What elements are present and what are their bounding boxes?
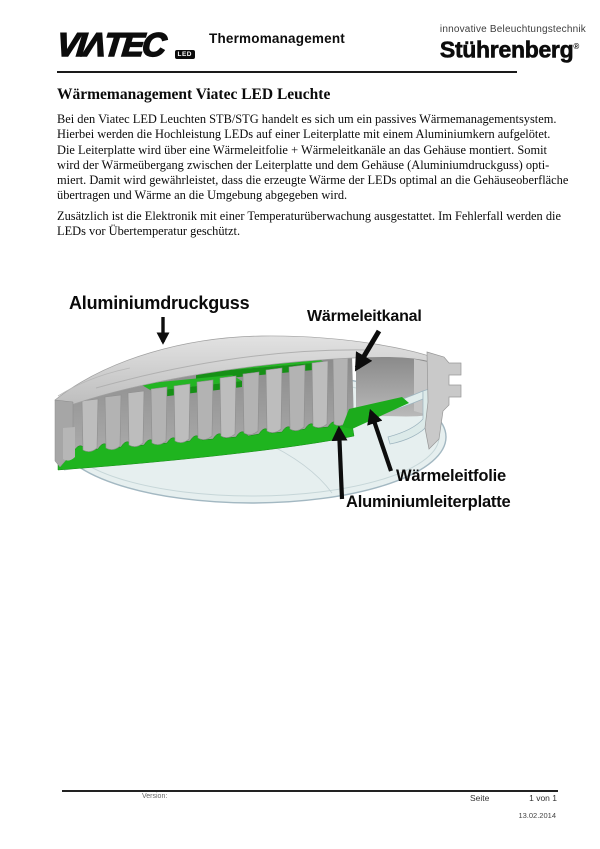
paragraph-line: Die Leiterplatte wird über eine Wärmeleitfolie + Wärmeleitkanäle an das Gehäuse montiert. Somit [57,142,547,157]
paragraph-line: wird der Wärmeübergang zwischen der Leiterplatte und dem Gehäuse (Aluminiumdruckguss) opti- [57,157,550,172]
footer-page-label: Seite [470,793,490,803]
footer-version-label: Version: [142,793,168,800]
label-aluminiumleiterplatte: Aluminiumleiterplatte [346,493,511,511]
led-badge: LED [175,50,196,59]
paragraph-line: miert. Damit wird gewährleistet, dass die erzeugte Wärme der LEDs optimal an die Gehäuseoberfläche [57,173,569,188]
paragraph-line: Bei den Viatec LED Leuchten STB/STG handelt es sich um ein passives Wärmemanagementsystem. [57,112,557,126]
stuhrenberg-tagline: innovative Beleuchtungstechnik [439,24,586,35]
stuhrenberg-logo-text: Stührenberg® [439,36,579,63]
paragraph-line: Zusätzlich ist die Elektronik mit einer Temperaturüberwachung ausgestattet. Im Fehlerfall werden die [57,209,561,223]
section-heading: Wärmemanagement Viatec LED Leuchte [57,86,331,103]
viatec-logo-text: VIΛTEC [55,26,167,63]
footer-date: 13.02.2014 [518,811,556,820]
registered-mark: ® [573,42,579,51]
stuhrenberg-logo [440,24,586,62]
arrow-aluminiumleiterplatte [339,429,342,499]
label-waermeleitfolie: Wärmeleitfolie [396,467,506,485]
paragraph-2 [57,209,561,240]
footer-page-value: 1 von 1 [529,793,557,803]
left-small-rib [63,427,75,461]
paragraph-line: Hierbei werden die Hochleistung LEDs auf einer Leiterplatte mit einem Aluminiumkern aufgelötet. [57,127,551,142]
header-divider [57,71,517,73]
paragraph-line: übertragen und Wärme an die Umgebung abgegeben wird. [57,188,348,203]
label-aluminiumdruckguss: Aluminiumdruckguss [69,293,250,313]
paragraph-1 [57,112,569,204]
label-waermeleitkanal: Wärmeleitkanal [307,308,422,325]
document-title: Thermomanagement [209,31,345,46]
luminaire-cutaway-figure [0,280,600,530]
footer-divider [62,790,558,792]
paragraph-line: LEDs vor Übertemperatur geschützt. [57,224,241,239]
